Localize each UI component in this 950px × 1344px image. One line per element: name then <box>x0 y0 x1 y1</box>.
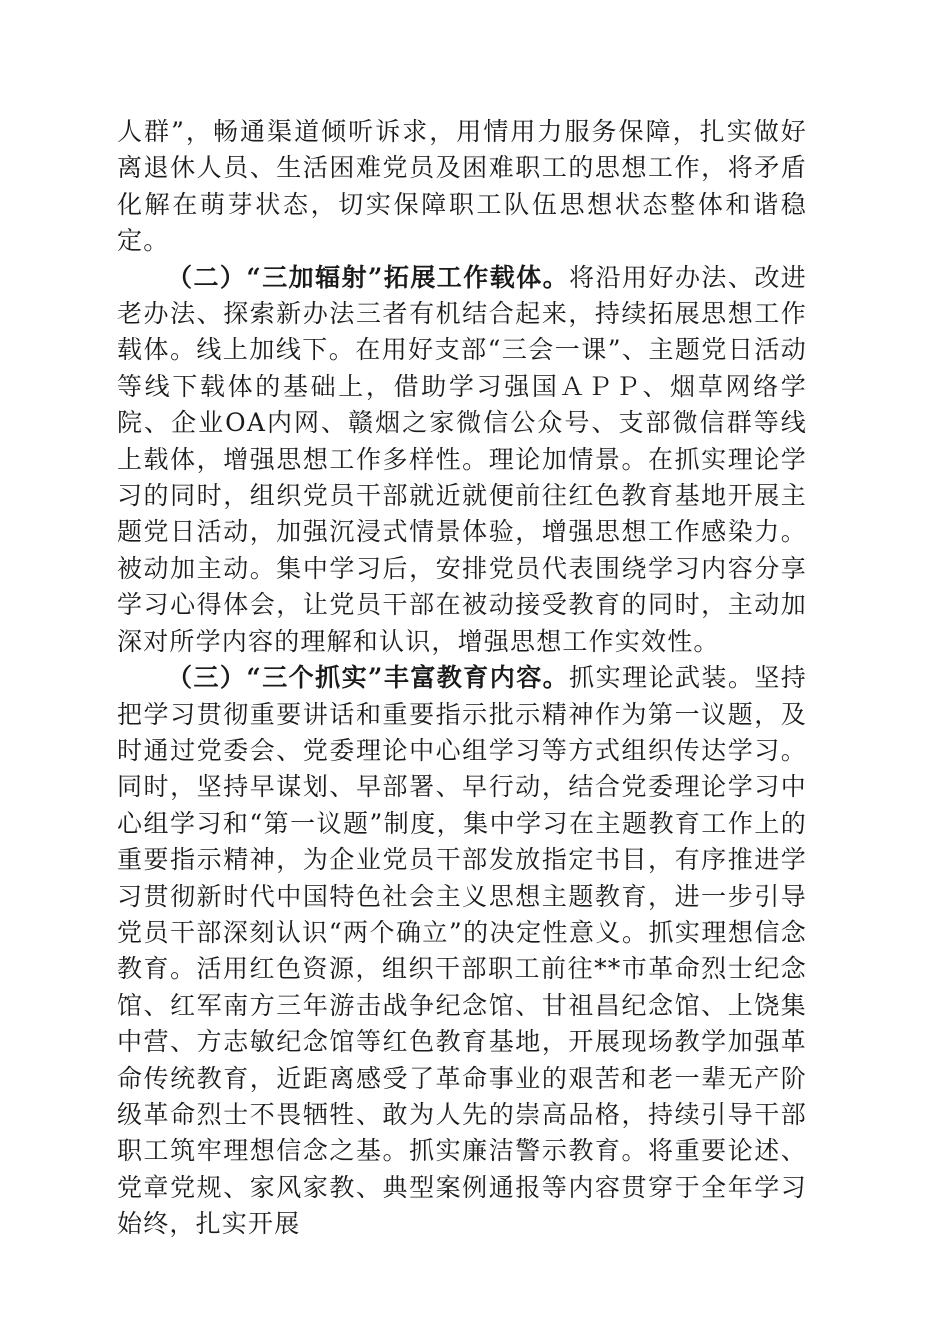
paragraph-3 <box>117 660 807 1243</box>
document-page <box>117 114 807 1243</box>
paragraph-text: 抓实理论武装。坚持把学习贯彻重要讲话和重要指示批示精神作为第一议题，及时通过党委会、党委理论中心组学习等方式组织传达学习。同时，坚持早谋划、早部署、早行动，结合党委理论学习中心组学习和“第一议题”制度，集中学习在主题教育工作上的重要指示精神，为企业党员干部发放指定书目，有序推进学习贯彻新时代中国特色社会主义思想主题教育，进一步引导党员干部深刻认识“两个确立”的决定性意义。抓实理想信念教育。活用红色资源，组织干部职工前往**市革命烈士纪念馆、红军南方三年游击战争纪念馆、甘祖昌纪念馆、上饶集中营、方志敏纪念馆等红色教育基地，开展现场教学加强革命传统教育，近距离感受了革命事业的艰苦和老一辈无产阶级革命烈士不畏牺牲、敢为人先的崇高品格，持续引导干部职工筑牢理想信念之基。抓实廉洁警示教育。将重要论述、党章党规、家风家教、典型案例通报等内容贯穿于全年学习始终，扎实开展 <box>117 663 807 1239</box>
paragraph-text: 人群”，畅通渠道倾听诉求，用情用力服务保障，扎实做好离退休人员、生活困难党员及困难职工的思想工作，将矛盾化解在萌芽状态，切实保障职工队伍思想状态整体和谐稳定。 <box>117 117 807 256</box>
paragraph-1 <box>117 114 807 260</box>
paragraph-text: 将沿用好办法、改进老办法、探索新办法三者有机结合起来，持续拓展思想工作载体。线上加线下。在用好支部“三会一课”、主题党日活动等线下载体的基础上，借助学习强国ＡＰＰ、烟草网络学院、企业OA内网、赣烟之家微信公众号、支部微信群等线上载体，增强思想工作多样性。理论加情景。在抓实理论学习的同时，组织党员干部就近就便前往红色教育基地开展主题党日活动，加强沉浸式情景体验，增强思想工作感染力。被动加主动。集中学习后，安排党员代表围绕学习内容分享学习心得体会，让党员干部在被动接受教育的同时，主动加深对所学内容的理解和认识，增强思想工作实效性。 <box>117 262 807 656</box>
section-heading-2: （二）“三加辐射”拓展工作载体。 <box>167 262 570 292</box>
section-heading-3: （三）“三个抓实”丰富教育内容。 <box>167 663 570 693</box>
paragraph-2 <box>117 260 807 660</box>
